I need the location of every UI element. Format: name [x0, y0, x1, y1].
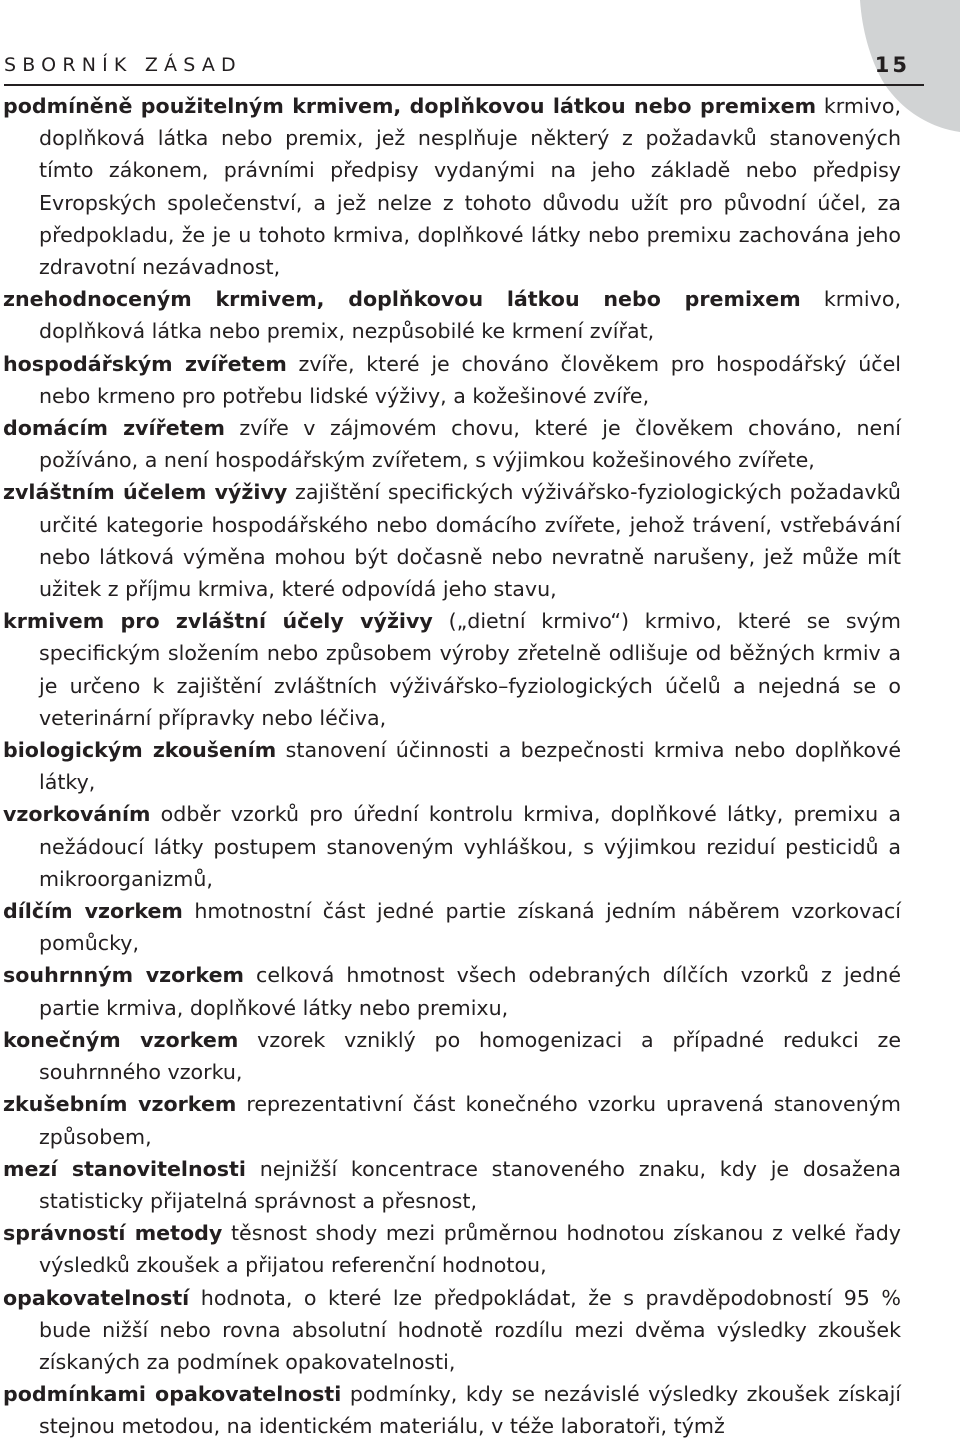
- definition-text: zajištění specifických výživářsko-fyziologických požadavků určité kategorie hospodářského nebo domácího zvířete, jehož trávení, vstřebávání nebo látková výměna mohou být dočasně nebo nevratně narušeny, jež může mít užitek z příjmu krmiva, které odpovídá jeho stavu,: [39, 480, 901, 602]
- definition-text: celková hmotnost všech odebraných dílčích vzorků z jedné partie krmiva, doplňkové látky nebo premixu,: [39, 963, 902, 1020]
- definition-term: souhrnným vzorkem: [3, 963, 244, 988]
- definition-text: hmotnostní část jedné partie získaná jedním náběrem vzorkovací pomůcky,: [39, 899, 901, 956]
- definition-term: podmíněně použitelným krmivem, doplňkovou látkou nebo premixem: [3, 94, 817, 118]
- definition-term: vzorkováním: [3, 802, 151, 827]
- definition-term: opakovatelností: [3, 1285, 190, 1310]
- definition-entry: [3, 895, 901, 959]
- definition-text: („dietní krmivo“) krmivo, které se svým specifickým složením nebo způsobem výroby zřetelně odlišuje od běžných krmiv a je určeno k zajištění zvláštních výživářsko–fyziologických účelů a nejedná se o veterinární přípravky nebo léčiva,: [39, 609, 901, 730]
- definition-term: krmivem pro zvláštní účely výživy: [3, 609, 433, 634]
- definition-term: biologickým zkoušením: [3, 738, 277, 763]
- definition-entry: [3, 798, 901, 895]
- definition-entry: [3, 90, 901, 283]
- definition-text: těsnost shody mezi průměrnou hodnotou získanou z velké řady výsledků zkoušek a přijatou referenční hodnotou,: [39, 1221, 901, 1278]
- definition-term: mezí stanovitelnosti: [3, 1156, 246, 1181]
- definition-text: vzorek vzniklý po homogenizaci a případné redukci ze souhrnného vzorku,: [39, 1027, 902, 1085]
- definition-entry: [3, 605, 901, 734]
- definition-text: stanovení účinnosti a bezpečnosti krmiva nebo doplňkové látky,: [39, 738, 902, 795]
- definition-term: správností metody: [3, 1221, 223, 1246]
- definition-term: hospodářským zvířetem: [3, 351, 287, 376]
- definition-entry: [3, 959, 901, 1023]
- definition-text: krmivo, doplňková látka nebo premix, jež nesplňuje některý z požadavků stanovených tímto zákonem, právními předpisy vydanými na jeho základě nebo předpisy Evropských společenství, a jež nelze z tohoto důvodu užít pro původní účel, za předpokladu, že je u tohoto krmiva, doplňkové látky nebo premixu zachována jeho zdravotní nezávadnost,: [39, 94, 902, 280]
- definition-text: zvíře, které je chováno člověkem pro hospodářský účel nebo krmeno pro potřebu lidské výživy, a kožešinové zvíře,: [39, 351, 901, 408]
- definition-term: konečným vzorkem: [3, 1027, 239, 1052]
- definition-text: odběr vzorků pro úřední kontrolu krmiva, doplňkové látky, premixu a nežádoucí látky postupem stanoveným vyhláškou, s výjimkou reziduí pesticidů a mikroorganizmů,: [39, 802, 901, 891]
- definition-entry: [3, 1378, 901, 1442]
- definition-term: znehodnoceným krmivem, doplňkovou látkou nebo premixem: [3, 287, 801, 312]
- definition-entry: [3, 412, 901, 476]
- definition-term: zkušebním vzorkem: [3, 1092, 237, 1117]
- definition-term: zvláštním účelem výživy: [3, 480, 288, 505]
- running-header: [4, 50, 924, 86]
- definition-text: krmivo, doplňková látka nebo premix, nezpůsobilé ke krmení zvířat,: [39, 287, 901, 344]
- definition-entry: [3, 348, 901, 412]
- definition-text: hodnota, o které lze předpokládat, že s pravděpodobností 95 % bude nižší nebo rovna absolutní hodnotě rozdílu mezi dvěma výsledky zkoušek získaných za podmínek opakovatelnosti,: [39, 1285, 902, 1374]
- definition-text: podmínky, kdy se nezávislé výsledky zkoušek získají stejnou metodou, na identickém materiálu, v téže laboratoři, týmž: [39, 1382, 902, 1439]
- definition-entry: [3, 734, 901, 798]
- definition-entry: [3, 1153, 901, 1217]
- definition-entry: [3, 1282, 901, 1379]
- definition-entry: [3, 1217, 901, 1281]
- definition-term: domácím zvířetem: [3, 416, 225, 441]
- definition-text: nejnižší koncentrace stanoveného znaku, kdy je dosažena statisticky přijatelná správnost a přesnost,: [39, 1156, 901, 1213]
- definition-text: reprezentativní část konečného vzorku upravená stanoveným způsobem,: [39, 1092, 901, 1149]
- header-title: SBORNÍK ZÁSAD: [4, 54, 242, 76]
- definition-entry: [3, 476, 901, 605]
- definition-entry: [3, 283, 901, 347]
- definition-text: zvíře v zájmovém chovu, které je člověkem chováno, není požíváno, a není hospodářským zvířetem, s výjimkou kožešinového zvířete,: [39, 416, 901, 473]
- definitions-list: [3, 90, 901, 1443]
- definition-entry: [3, 1024, 901, 1088]
- page-number: 15: [874, 53, 910, 77]
- definition-term: dílčím vzorkem: [3, 899, 183, 924]
- definition-entry: [3, 1088, 901, 1152]
- definition-term: podmínkami opakovatelnosti: [3, 1382, 342, 1407]
